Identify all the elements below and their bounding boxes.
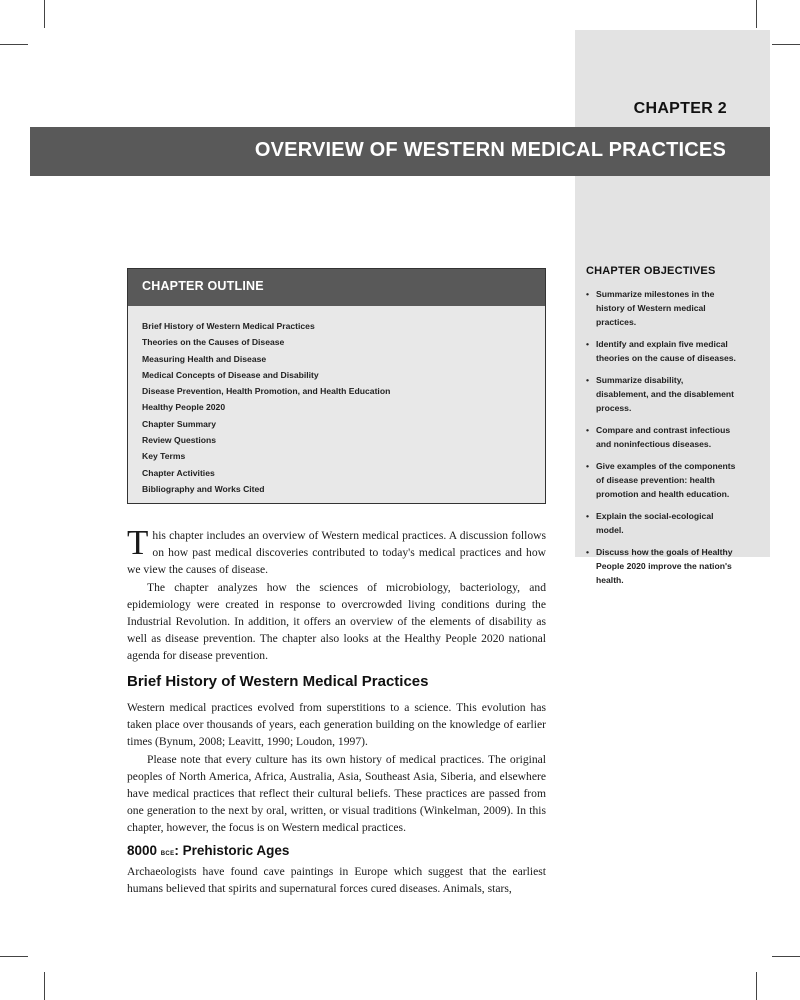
section-heading: Brief History of Western Medical Practices (127, 673, 429, 690)
outline-item: Bibliography and Works Cited (142, 483, 265, 494)
bullet-icon: • (586, 425, 590, 435)
objectives-heading: CHAPTER OBJECTIVES (586, 265, 716, 277)
objectives-list (586, 287, 736, 587)
crop-mark (772, 44, 800, 45)
section-paragraph: Western medical practices evolved from superstitions to a science. This evolution has taken place over thousands of years, each generation building on the knowledge of earlier times (Bynum, 2008; Leavitt, 1990; Loudon, 1997). (127, 701, 546, 749)
bullet-icon: • (586, 461, 590, 471)
subsection-heading: 8000 bce: Prehistoric Ages (127, 843, 290, 858)
section-paragraph: Please note that every culture has its own history of medical practices. The original peoples of North America, Africa, Australia, Asia, Southeast Asia, Siberia, and elsewhere have medical practices that reflect their cultural beliefs. These practices are passed from one generation to the next by oral, written, or visual traditions (Winkelman, 2009). In this chapter, however, the focus is on Western medical practices. (127, 752, 546, 835)
crop-mark (0, 44, 28, 45)
crop-mark (756, 972, 757, 1000)
chapter-title-bar (30, 127, 770, 176)
outline-item: Chapter Summary (142, 418, 217, 429)
outline-list (128, 306, 545, 497)
section-paragraph: Archaeologists have found cave paintings in Europe which suggest that the earliest humans believed that spirits and supernatural forces cured diseases. Animals, stars, (127, 865, 546, 896)
crop-mark (0, 956, 28, 957)
intro-paragraph: This chapter includes an overview of Western medical practices. A discussion follows on how past medical discoveries contributed to today's medical practices and how we view the causes of disease. (127, 523, 546, 577)
outline-item: Healthy People 2020 (142, 402, 226, 413)
objective-item: • Compare and contrast infectious and noninfectious diseases. (586, 425, 731, 449)
chapter-title: OVERVIEW OF WESTERN MEDICAL PRACTICES (254, 139, 726, 161)
outline-item: Disease Prevention, Health Promotion, and Health Education (142, 386, 391, 397)
objective-item: • Summarize milestones in the history of Western medical practices. (586, 289, 715, 327)
bullet-icon: • (586, 375, 590, 385)
crop-mark (756, 0, 757, 28)
bullet-icon: • (586, 511, 590, 521)
crop-mark (44, 0, 45, 28)
objective-item: • Summarize disability, disablement, and the disablement process. (586, 375, 735, 413)
outline-item: Key Terms (142, 451, 186, 462)
intro-paragraph: The chapter analyzes how the sciences of microbiology, bacteriology, and epidemiology were created in response to overcrowded living conditions during the Industrial Revolution. In addition, it offers an overview of the elements of disability as well as disease prevention. The chapter also looks at the Healthy People 2020 national agenda for disease prevention. (127, 580, 546, 663)
bullet-icon: • (586, 339, 590, 349)
crop-mark (772, 956, 800, 957)
crop-mark (44, 972, 45, 1000)
chapter-outline-box (127, 268, 546, 504)
era-label: bce (160, 847, 175, 857)
outline-item: Chapter Activities (142, 467, 215, 478)
objective-item: • Explain the social-ecological model. (586, 511, 714, 535)
outline-item: Theories on the Causes of Disease (142, 337, 285, 348)
objective-item: • Discuss how the goals of Healthy People 2020 improve the nation's health. (586, 547, 733, 585)
bullet-icon: • (586, 547, 590, 557)
drop-cap: T (127, 523, 149, 562)
bullet-icon: • (586, 289, 590, 299)
prehistoric-section (127, 843, 546, 897)
outline-item: Measuring Health and Disease (142, 353, 267, 364)
objective-item: • Give examples of the components of disease prevention: health promotion and health education. (586, 461, 736, 499)
objective-item: • Identify and explain five medical theories on the cause of diseases. (586, 339, 736, 363)
outline-item: Review Questions (142, 435, 217, 446)
chapter-objectives (586, 265, 736, 595)
history-section (127, 673, 546, 837)
outline-heading: CHAPTER OUTLINE (128, 269, 545, 306)
outline-item: Medical Concepts of Disease and Disability (142, 369, 319, 380)
chapter-label: CHAPTER 2 (633, 100, 727, 117)
outline-item: Brief History of Western Medical Practices (142, 321, 315, 331)
intro-text (127, 523, 546, 665)
